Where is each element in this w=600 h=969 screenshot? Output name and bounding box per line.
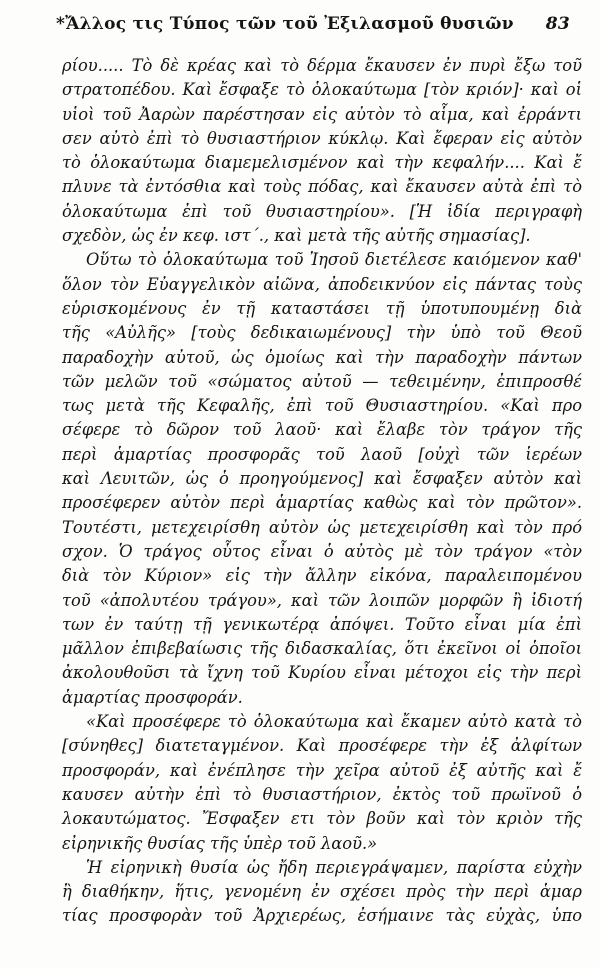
- text-line: ἢ διαθήκην, ἥτις, γενομένη ἐν σχέσει πρὸς τὴν περὶ ἁμαρ: [62, 882, 582, 902]
- text-line: ἁμαρτίας προσφοράν.: [62, 687, 243, 707]
- text-line: ρίου..... Τὸ δὲ κρέας καὶ τὸ δέρμα ἔκαυσεν ἐν πυρὶ ἔξω τοῦ: [62, 56, 582, 75]
- text-line: σέφερε τὸ δῶρον τοῦ λαοῦ· καὶ ἔλαβε τὸν τράγον τῆς: [62, 420, 582, 440]
- text-line: ἀκολουθοῦσι τὰ ἴχνη τοῦ Κυρίου εἶναι μέτοχοι εἰς τὴν περὶ: [62, 663, 582, 683]
- text-line: [σύνηθες] διατεταγμένον. Καὶ προσέφερε τὴν ἐξ ἀλφίτων: [62, 736, 582, 756]
- text-line: τῆς «Αὐλῆς» [τοὺς δεδικαιωμένους] τὴν ὑπὸ τοῦ Θεοῦ: [62, 323, 582, 343]
- text-line: Οὕτω τὸ ὁλοκαύτωμα τοῦ Ἰησοῦ διετέλεσε καιόμενον καθ': [86, 250, 582, 270]
- text-line: προσφοράν, καὶ ἐνέπλησε τὴν χεῖρα αὐτοῦ ἐξ αὐτῆς καὶ ἔ: [62, 760, 582, 780]
- running-title: *Ἄλλος τις Τύπος τῶν τοῦ Ἐξιλασμοῦ θυσιῶν: [56, 14, 514, 34]
- text-line: στρατοπέδου. Καὶ ἔσφαξε τὸ ὁλοκαύτωμα [τὸν κριόν]· καὶ οἱ: [62, 80, 582, 100]
- running-header: [56, 14, 570, 40]
- text-line: καὶ Λευιτῶν, ὡς ὁ προηγούμενος] καὶ ἔσφαξεν αὐτὸν καὶ: [62, 469, 582, 489]
- text-line: Ἡ εἰρηνικὴ θυσία ὡς ἤδη περιεγράψαμεν, παρίστα εὐχὴν: [86, 857, 582, 877]
- text-line: μᾶλλον ἐπιβεβαίωσις τῆς διδασκαλίας, ὅτι ἐκεῖνοι οἱ ὁποῖοι: [62, 639, 582, 659]
- text-line: εὑρισκομένους ἐν τῇ καταστάσει τῇ ὑποτυπουμένῃ διὰ: [62, 298, 582, 318]
- text-line: τὸ ὁλοκαύτωμα διαμεμελισμένον καὶ τὴν κεφαλήν.... Καὶ ἔ: [62, 153, 582, 173]
- text-line: περὶ ἁμαρτίας προσφορᾶς τοῦ λαοῦ [οὐχὶ τῶν ἱερέων: [62, 444, 582, 464]
- text-line: σεν αὐτὸ ἐπὶ τὸ θυσιαστήριον κύκλῳ. Καὶ ἔφεραν εἰς αὐτὸν: [62, 128, 582, 148]
- text-line: τως μετὰ τῆς Κεφαλῆς, ἐπὶ τοῦ Θυσιαστηρίου. «Καὶ προ: [62, 396, 582, 416]
- text-line: διὰ τὸν Κύριον» εἰς τὴν ἄλλην εἰκόνα, παραλειπομένου: [62, 566, 582, 586]
- page-number: 83: [545, 14, 570, 34]
- text-line: τίας προσφορὰν τοῦ Ἀρχιερέως, ἐσήμαινε τὰς εὐχὰς, ὑπο: [62, 906, 582, 926]
- text-line: καυσεν αὐτὴν ἐπὶ τὸ θυσιαστήριον, ἐκτὸς τοῦ πρωϊνοῦ ὁ: [62, 784, 582, 804]
- text-line: ὅλον τὸν Εὐαγγελικὸν αἰῶνα, ἀποδεικνύον εἰς πάντας τοὺς: [62, 274, 582, 294]
- text-line: Τουτέστι, μετεχειρίσθη αὐτὸν ὡς μετεχειρίσθη καὶ τὸν πρό: [62, 517, 582, 537]
- text-line: σχον. Ὁ τράγος οὗτος εἶναι ὁ αὐτὸς μὲ τὸν τράγον «τὸν: [62, 541, 582, 561]
- text-line: σχεδὸν, ὡς ἐν κεφ. ιστ΄., καὶ μετὰ τῆς αὐτῆς σημασίας].: [62, 226, 531, 246]
- text-line: προσέφερεν αὐτὸν περὶ ἁμαρτίας καθὼς καὶ τὸν πρῶτον».: [62, 493, 582, 513]
- body-text: [62, 54, 582, 929]
- text-line: ὁλοκαύτωμα ἐπὶ τοῦ θυσιαστηρίου». [Ἡ ἰδία περιγραφὴ: [62, 201, 582, 221]
- text-line: λοκαυτώματος. Ἔσφαξεν ετι τὸν βοῦν καὶ τὸν κριὸν τῆς: [62, 809, 582, 829]
- text-line: υἱοὶ τοῦ Ἀαρὼν παρέστησαν εἰς αὐτὸν τὸ αἷμα, καὶ ἐρράντι: [62, 104, 582, 124]
- text-line: πλυνε τὰ ἐντόσθια καὶ τοὺς πόδας, καὶ ἔκαυσεν αὐτὰ ἐπὶ τὸ: [62, 177, 582, 197]
- text-line: τῶν μελῶν τοῦ «σώματος αὐτοῦ — τεθειμένην, ἐπιπροσθέ: [62, 371, 582, 391]
- text-line: τοῦ «ἀπολυτέου τράγου», καὶ τῶν λοιπῶν μορφῶν ἢ ἰδιοτή: [62, 590, 582, 610]
- text-line: εἰρηνικῆς θυσίας τῆς ὑπὲρ τοῦ λαοῦ.»: [62, 833, 378, 853]
- text-line: των ἐν ταύτῃ τῇ γενικωτέρᾳ ἀπόψει. Τοῦτο εἶναι μία ἐπὶ: [62, 614, 582, 634]
- text-line: παραδοχὴν αὐτοῦ, ὡς ὁμοίως καὶ τὴν παραδοχὴν πάντων: [62, 347, 582, 367]
- text-line: «Καὶ προσέφερε τὸ ὁλοκαύτωμα καὶ ἔκαμεν αὐτὸ κατὰ τὸ: [86, 712, 582, 732]
